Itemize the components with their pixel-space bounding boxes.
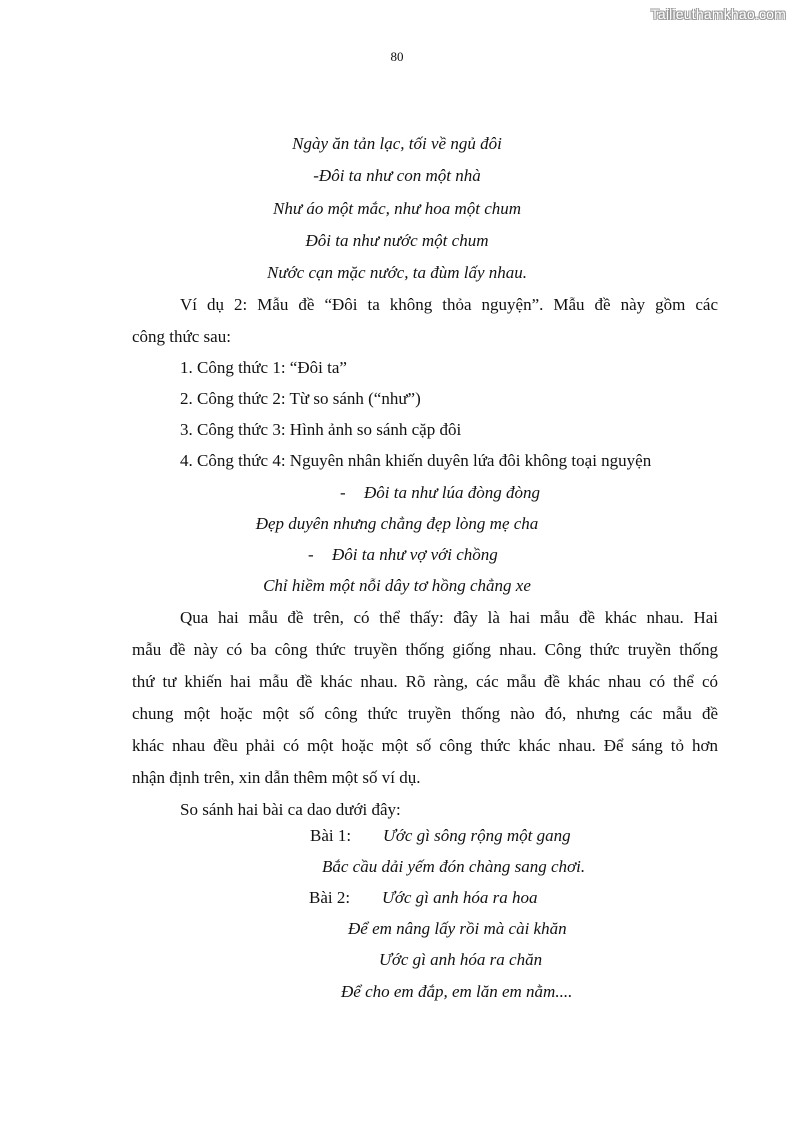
bai2-line-1 (309, 888, 538, 908)
poem1-line-5: Nước cạn mặc nước, ta đùm lấy nhau. (266, 263, 527, 282)
bai1-line-2: Bắc cầu dải yếm đón chàng sang chơi. (322, 857, 586, 876)
paragraph-line-1: Qua hai mẫu đề trên, có thể thấy: đây là hai mẫu đề khác nhau. Hai (180, 608, 718, 627)
example2-line-1: Ví dụ 2: Mẫu đề “Đôi ta không thỏa nguyện”. Mẫu đề này gồm các (180, 295, 718, 314)
poem2-line-1-text: Đôi ta như lúa đòng đòng (364, 483, 540, 502)
poem2-dash-2: - (308, 545, 314, 564)
poem2-line-3-text: Đôi ta như vợ với chồng (332, 545, 498, 564)
poem1-line-1: Ngày ăn tản lạc, tối về ngủ đôi (292, 134, 502, 153)
example2-line-2: công thức sau: (132, 327, 231, 346)
paragraph-line-5: khác nhau đều phải có một hoặc một số công thức khác nhau. Để sáng tỏ hơn (132, 736, 718, 755)
bai1-label: Bài 1: (310, 826, 352, 845)
poem1-line-2: -Đôi ta như con một nhà (313, 166, 481, 185)
bai2-label: Bài 2: (309, 888, 351, 907)
poem2-line-1 (340, 483, 540, 503)
bai2-line-1-text: Ước gì anh hóa ra hoa (382, 888, 538, 907)
bai1-line-1 (310, 826, 571, 846)
formula-4: 4. Công thức 4: Nguyên nhân khiến duyên lứa đôi không toại nguyện (180, 451, 652, 470)
poem2-line-2: Đẹp duyên nhưng chẳng đẹp lòng mẹ cha (255, 514, 539, 533)
paragraph-line-6: nhận định trên, xin dẫn thêm một số ví dụ. (132, 768, 421, 787)
paragraph-line-4: chung một hoặc một số công thức truyền thống nào đó, nhưng các mẫu đề (132, 704, 718, 723)
page-number: 80 (390, 49, 404, 64)
formula-3: 3. Công thức 3: Hình ảnh so sánh cặp đôi (180, 420, 462, 439)
poem2-line-4: Chỉ hiềm một nỗi dây tơ hồng chẳng xe (263, 576, 531, 595)
poem1-line-4: Đôi ta như nước một chum (305, 231, 489, 250)
poem1-line-3: Như áo một mắc, như hoa một chum (272, 199, 522, 218)
watermark: Tailieuthamkhao.com (650, 6, 786, 22)
poem2-dash-1: - (340, 483, 346, 502)
bai2-line-3: Ước gì anh hóa ra chăn (379, 950, 543, 969)
poem2-line-3 (308, 545, 498, 565)
formula-2: 2. Công thức 2: Từ so sánh (“như”) (180, 389, 421, 408)
formula-1: 1. Công thức 1: “Đôi ta” (180, 358, 347, 377)
paragraph-line-2: mẫu đề này có ba công thức truyền thống giống nhau. Công thức truyền thống (132, 640, 718, 659)
paragraph-line-3: thứ tư khiến hai mẫu đề khác nhau. Rõ ràng, các mẫu đề khác nhau có thể có (132, 672, 718, 691)
bai2-line-2: Để em nâng lấy rồi mà cài khăn (348, 919, 567, 938)
bai1-line-1-text: Ước gì sông rộng một gang (383, 826, 571, 845)
compare-intro: So sánh hai bài ca dao dưới đây: (180, 800, 401, 819)
bai2-line-4: Để cho em đắp, em lăn em nằm.... (341, 982, 573, 1001)
